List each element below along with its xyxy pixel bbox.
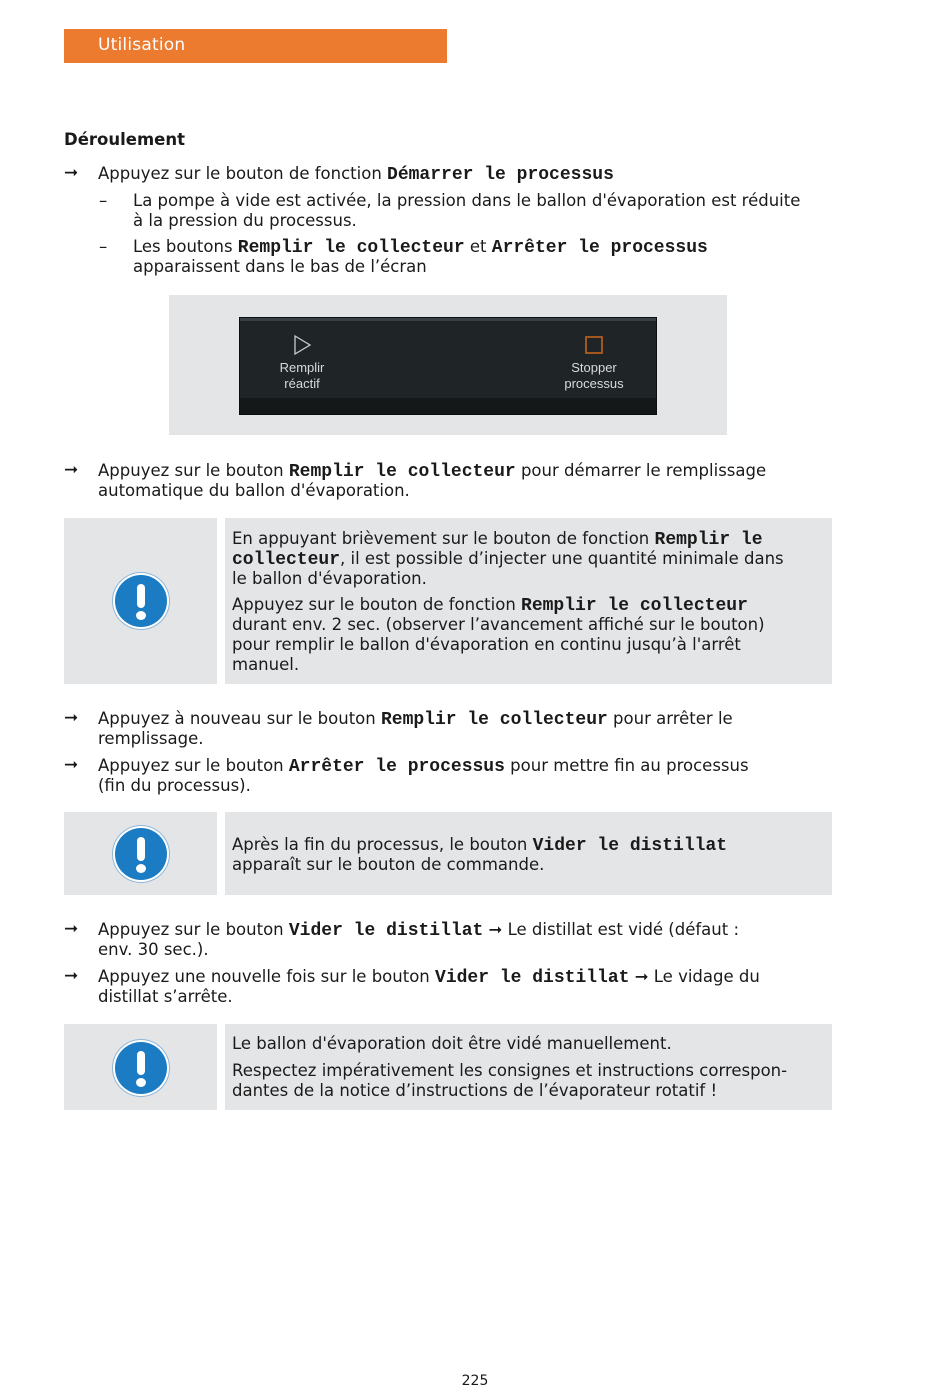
- screen-illustration: [169, 295, 727, 435]
- notice-text-1: En appuyant brièvement sur le bouton de fonction Remplir le collecteur, il est possible d’injecter une quantité minimale dans le ballon d'évaporation. Appuyez sur le bouton de fonction Remplir le collecteur durant env. 2 sec. (observer l’avancement affiché sur le bouton) pour remplir le ballon d'évaporation en continu jusqu’à l'arrêt manuel.: [225, 518, 832, 684]
- notice-icon-cell: [64, 518, 217, 684]
- exclamation-circle-icon: [115, 575, 167, 627]
- substep-1-line2: à la pression du processus.: [133, 211, 357, 230]
- dash-bullet: –: [99, 191, 108, 210]
- step-4-line2: (fin du processus).: [98, 776, 251, 795]
- step-6-line2: distillat s’arrête.: [98, 987, 233, 1006]
- step-4-line1: Appuyez sur le bouton Arrêter le processus pour mettre fin au processus: [98, 756, 749, 777]
- step-3-line2: remplissage.: [98, 729, 204, 748]
- arrow-icon: ➞: [64, 919, 79, 939]
- exclamation-circle-icon: [115, 1042, 167, 1094]
- step-3-line1: Appuyez à nouveau sur le bouton Remplir le collecteur pour arrêter le: [98, 709, 733, 730]
- fill-reagent-button[interactable]: Remplir réactif: [260, 334, 344, 392]
- step-2-line2: automatique du ballon d'évaporation.: [98, 481, 410, 500]
- substep-2-line1: Les boutons Remplir le collecteur et Arrêter le processus: [133, 237, 708, 258]
- play-icon: [291, 334, 313, 356]
- stop-process-button[interactable]: Stopper processus: [552, 334, 636, 392]
- page-number: 225: [461, 1373, 489, 1389]
- substep-1-line1: La pompe à vide est activée, la pression dans le ballon d'évaporation est réduite: [133, 191, 801, 210]
- control-panel-screen: [239, 317, 657, 415]
- cmd-start-process: Démarrer le processus: [387, 165, 614, 185]
- arrow-icon: ➞: [64, 755, 79, 775]
- dash-bullet: –: [99, 237, 108, 256]
- step-5-line1: Appuyez sur le bouton Vider le distillat ➞ Le distillat est vidé (défaut :: [98, 920, 740, 941]
- step-2-line1: Appuyez sur le bouton Remplir le collecteur pour démarrer le remplissage: [98, 461, 767, 482]
- step-1: Appuyez sur le bouton de fonction Démarrer le processus: [98, 164, 614, 185]
- stop-square-icon: [583, 334, 605, 356]
- step-5-line2: env. 30 sec.).: [98, 940, 209, 959]
- arrow-icon: ➞: [64, 460, 79, 480]
- page-title: Déroulement: [64, 130, 185, 149]
- section-header: [64, 29, 447, 63]
- section-title: Utilisation: [98, 35, 186, 55]
- step-6-line1: Appuyez une nouvelle fois sur le bouton Vider le distillat ➞ Le vidage du: [98, 967, 760, 988]
- substep-2-line2: apparaissent dans le bas de l’écran: [133, 257, 427, 276]
- arrow-icon: ➞: [64, 708, 79, 728]
- notice-text-3: Le ballon d'évaporation doit être vidé manuellement. Respectez impérativement les consignes et instructions correspon- dantes de la notice d’instructions de l’évaporateur rotatif !: [225, 1024, 832, 1110]
- notice-icon-cell: [64, 812, 217, 895]
- arrow-icon: ➞: [64, 966, 79, 986]
- arrow-icon: ➞: [64, 163, 79, 183]
- notice-icon-cell: [64, 1024, 217, 1110]
- exclamation-circle-icon: [115, 828, 167, 880]
- notice-text-2: Après la fin du processus, le bouton Vider le distillat apparaît sur le bouton de commande.: [225, 812, 832, 895]
